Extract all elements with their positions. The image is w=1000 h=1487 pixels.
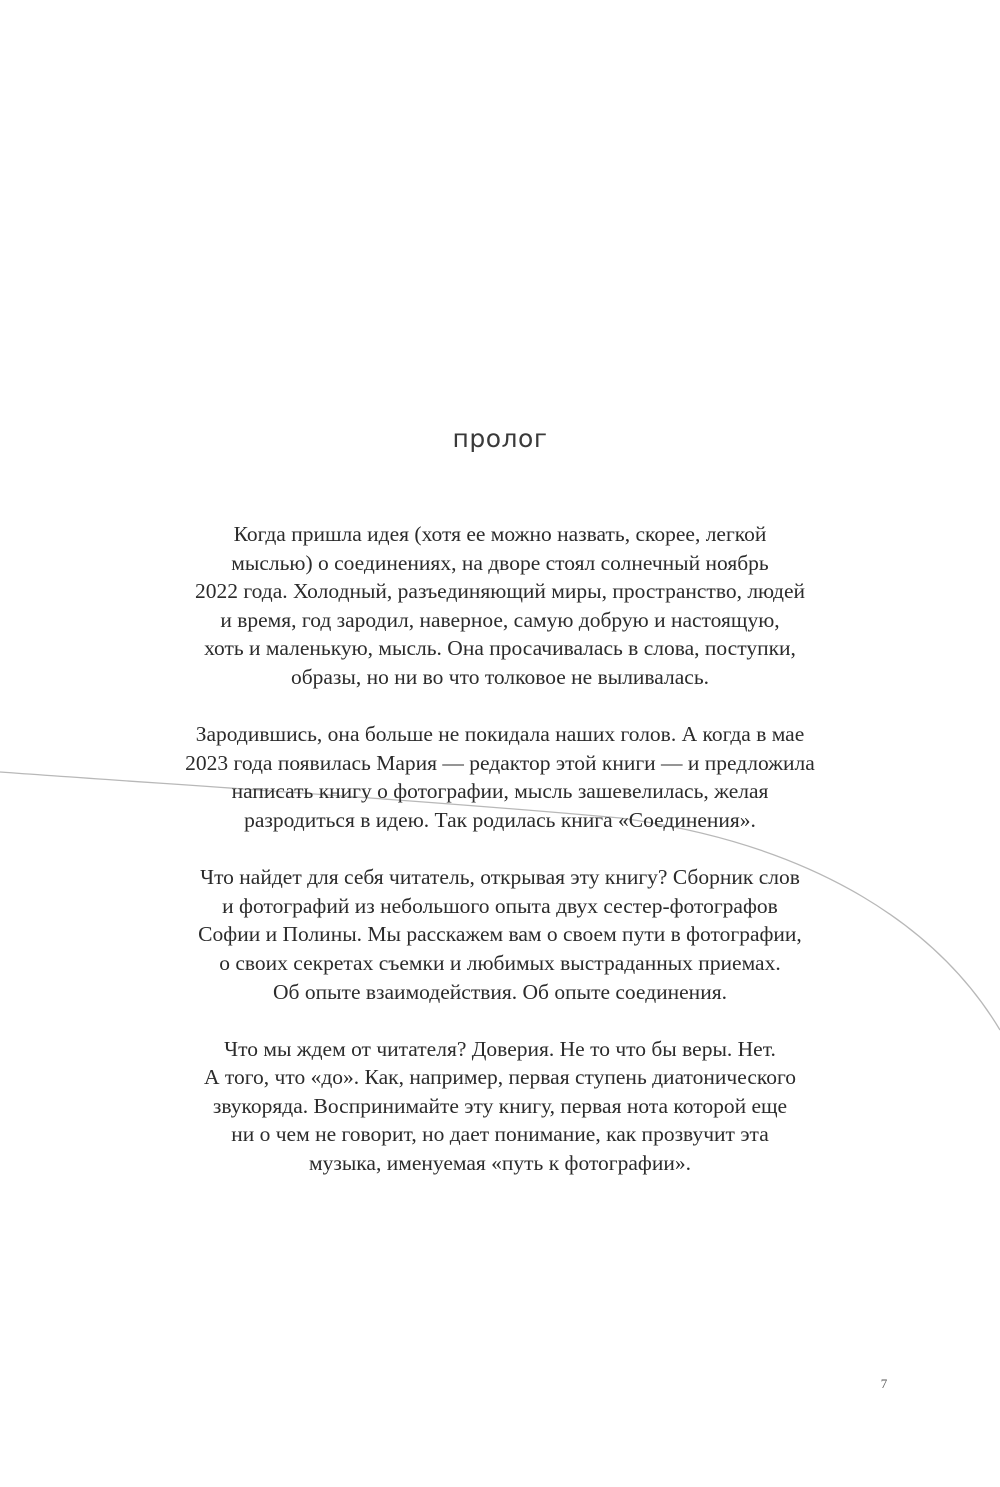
- text-line: Что найдет для себя читатель, открывая эту книгу? Сборник слов: [200, 865, 800, 890]
- paragraph-3: [120, 863, 880, 1006]
- text-line: музыка, именуемая «путь к фотографии».: [309, 1151, 691, 1176]
- prologue-text: [120, 520, 880, 1206]
- text-line: хоть и маленькую, мысль. Она просачивалась в слова, поступки,: [204, 636, 796, 661]
- text-line: Софии и Полины. Мы расскажем вам о своем пути в фотографии,: [198, 922, 802, 947]
- text-line: разродиться в идею. Так родилась книга «Соединения».: [244, 807, 756, 832]
- chapter-title: пролог: [452, 424, 548, 453]
- text-line: 2022 года. Холодный, разъединяющий миры, пространство, людей: [194, 579, 806, 604]
- text-line: ни о чем не говорит, но дает понимание, как прозвучит эта: [231, 1122, 769, 1147]
- text-line: образы, но ни во что толковое не выливалась.: [290, 664, 710, 689]
- text-line: Об опыте взаимодействия. Об опыте соединения.: [273, 979, 727, 1004]
- text-line: и фотографий из небольшого опыта двух сестер-фотографов: [222, 893, 778, 918]
- text-line: написать книгу о фотографии, мысль зашевелилась, желая: [231, 779, 769, 804]
- text-line: и время, год зародил, наверное, самую добрую и настоящую,: [220, 607, 780, 632]
- paragraph-4: [120, 1035, 880, 1178]
- text-line: Когда пришла идея (хотя ее можно назвать, скорее, легкой: [233, 522, 767, 546]
- text-line: Зародившись, она больше не покидала наших голов. А когда в мае: [195, 722, 805, 747]
- text-line: Что мы ждем от читателя? Доверия. Не то что бы веры. Нет.: [224, 1036, 776, 1061]
- text-line: мыслью) о соединениях, на дворе стоял солнечный ноябрь: [231, 550, 769, 575]
- page-number: 7: [880, 1376, 888, 1391]
- text-line: А того, что «до». Как, например, первая ступень диатонического: [204, 1065, 796, 1090]
- text-line: звукоряда. Воспринимайте эту книгу, первая нота которой еще: [212, 1093, 788, 1118]
- paragraph-1: [120, 520, 880, 692]
- text-line: 2023 года появилась Мария — редактор этой книги — и предложила: [185, 750, 815, 775]
- text-line: о своих секретах съемки и любимых выстраданных приемах.: [219, 950, 781, 975]
- paragraph-2: [120, 720, 880, 834]
